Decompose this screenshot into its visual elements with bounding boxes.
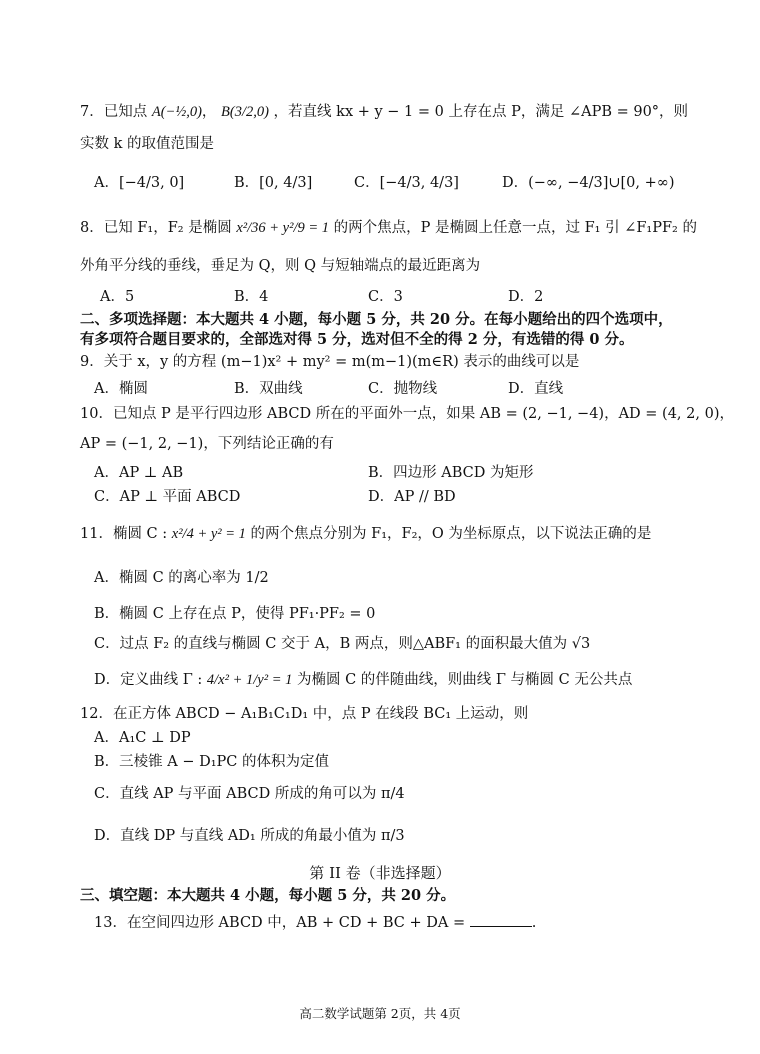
q11-option-b[interactable]: B．椭圆 C 上存在点 P，使得 PF₁·PF₂ = 0 [94, 606, 376, 622]
q12-option-b[interactable]: B．三棱锥 A − D₁PC 的体积为定值 [94, 754, 330, 770]
q8-option-c[interactable]: C．3 [368, 289, 403, 305]
q9-option-d[interactable]: D．直线 [508, 381, 564, 397]
q12-option-c[interactable]: C．直线 AP 与平面 ABCD 所成的角可以为 π/4 [94, 786, 405, 802]
q11-curve-equation: 4/x² + 1/y² = 1 [206, 672, 293, 688]
q11-ellipse-equation: x²/4 + y² = 1 [171, 526, 246, 542]
q7-option-c[interactable]: C．[−4/3, 4/3] [354, 175, 459, 191]
q9-option-a[interactable]: A．椭圆 [94, 381, 148, 397]
q10-option-a[interactable]: A．AP ⊥ AB [94, 465, 184, 481]
q11-option-c[interactable]: C．过点 F₂ 的直线与椭圆 C 交于 A，B 两点，则△ABF₁ 的面积最大值为 √3 [94, 636, 591, 652]
section2-heading-line2: 有多项符合题目要求的，全部选对得 5 分，选对但不全的得 2 分，有选错的得 0 分。 [80, 331, 634, 348]
q8-line2: 外角平分线的垂线，垂足为 Q，则 Q 与短轴端点的最近距离为 [80, 258, 481, 274]
q9-options [94, 378, 714, 400]
q7-sep: ， [201, 104, 217, 120]
q10-options-row2 [94, 486, 714, 508]
q13-line [94, 912, 700, 933]
q8-options [94, 286, 714, 308]
q13-end: . [531, 915, 537, 931]
q10-option-d[interactable]: D．AP // BD [368, 489, 456, 505]
q12-option-d[interactable]: D．直线 DP 与直线 AD₁ 所成的角最小值为 π/3 [94, 828, 405, 844]
q11-option-d[interactable] [94, 670, 700, 690]
q9-option-b[interactable]: B．双曲线 [234, 381, 303, 397]
q8-text-a: 8．已知 F₁，F₂ 是椭圆 [80, 220, 232, 236]
section3-heading: 三、填空题：本大题共 4 小题，每小题 5 分，共 20 分。 [80, 887, 456, 904]
q10-option-b[interactable]: B．四边形 ABCD 为矩形 [368, 465, 534, 481]
q10-line2: AP = (−1, 2, −1)，下列结论正确的有 [80, 436, 334, 452]
q9-option-c[interactable]: C．抛物线 [368, 381, 438, 397]
q7-option-a[interactable]: A．[−4/3, 0] [94, 175, 185, 191]
q11-text-b: 的两个焦点分别为 F₁，F₂，O 为坐标原点，以下说法正确的是 [250, 526, 652, 542]
q7-option-b[interactable]: B．[0, 4/3] [234, 175, 313, 191]
q8-option-d[interactable]: D．2 [508, 289, 544, 305]
q13-stem: 13．在空间四边形 ABCD 中，AB + CD + BC + DA = [94, 915, 466, 931]
q10-option-c[interactable]: C．AP ⊥ 平面 ABCD [94, 489, 241, 505]
q9-stem: 9．关于 x，y 的方程 (m−1)x² + my² = m(m−1)(m∈R) 表示的曲线可以是 [80, 354, 580, 370]
q8-option-b[interactable]: B．4 [234, 289, 269, 305]
q13-answer-blank[interactable] [470, 912, 532, 927]
q11-option-d-text-a: D．定义曲线 Γ : [94, 672, 203, 688]
part2-title: 第 II 卷（非选择题） [309, 864, 451, 882]
q8-option-a[interactable]: A．5 [100, 289, 135, 305]
q7-options [94, 172, 714, 194]
q11-text-a: 11．椭圆 C : [80, 526, 168, 542]
q7-text-a: 7．已知点 [80, 104, 148, 120]
q8-ellipse-equation: x²/36 + y²/9 = 1 [236, 220, 330, 236]
q11-stem [80, 524, 700, 544]
q7-text-b: ，若直线 kx + y − 1 = 0 上存在点 P，满足 ∠APB = 90°，则 [273, 104, 689, 120]
q7-point-a: A(−½,0) [151, 104, 202, 120]
q12-stem: 12．在正方体 ABCD − A₁B₁C₁D₁ 中，点 P 在线段 BC₁ 上运动，则 [80, 706, 529, 722]
q10-line1: 10．已知点 P 是平行四边形 ABCD 所在的平面外一点，如果 AB = (2, −1, −4)，AD = (4, 2, 0)， [80, 406, 734, 422]
page-footer: 高二数学试题第 2页，共 4页 [299, 1006, 461, 1021]
q7-option-d[interactable]: D．(−∞, −4/3]∪[0, +∞) [502, 175, 675, 191]
q10-options-row1 [94, 462, 714, 484]
q12-option-a[interactable]: A．A₁C ⊥ DP [94, 730, 191, 746]
q11-option-d-text-b: 为椭圆 C 的伴随曲线，则曲线 Γ 与椭圆 C 无公共点 [296, 672, 633, 688]
q7-point-b: B(3/2,0) [221, 104, 269, 120]
q8-line1 [80, 218, 700, 238]
q7-line1 [80, 102, 700, 122]
section2-heading-line1: 二、多项选择题：本大题共 4 小题，每小题 5 分，共 20 分。在每小题给出的四个选项中， [80, 311, 673, 328]
q7-line2: 实数 k 的取值范围是 [80, 136, 215, 152]
q11-option-a[interactable]: A．椭圆 C 的离心率为 1/2 [94, 570, 269, 586]
q8-text-b: 的两个焦点，P 是椭圆上任意一点，过 F₁ 引 ∠F₁PF₂ 的 [333, 220, 697, 236]
